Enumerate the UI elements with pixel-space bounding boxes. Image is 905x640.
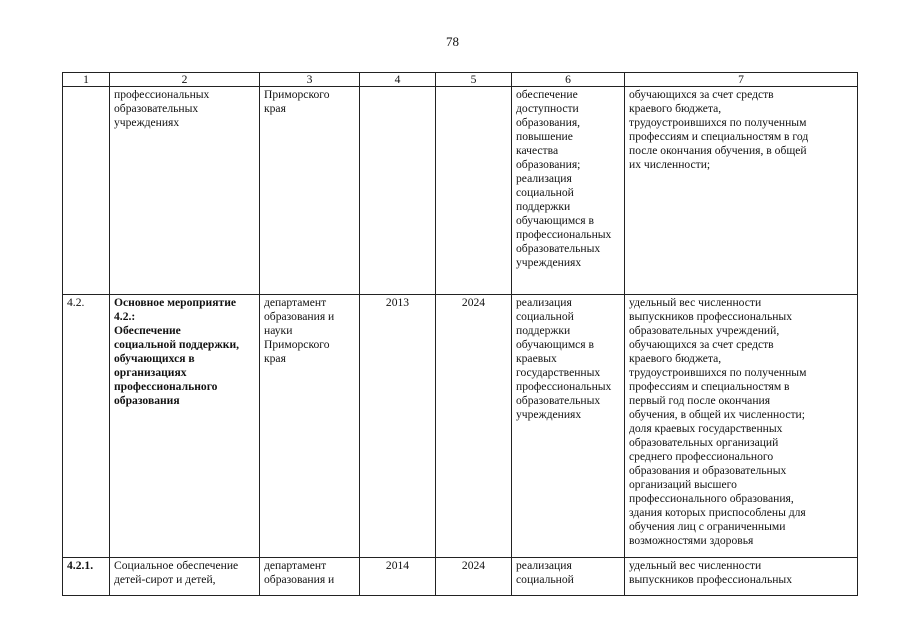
cell-line: обеспечение [516,88,578,101]
cell-line: выпускников профессиональных [629,573,793,586]
cell-line: трудоустроившихся по полученным [629,116,807,129]
cell-line: профессиям и специальностям в [629,380,790,393]
expected-result-cell [512,558,625,596]
table-row [63,558,858,596]
expected-result-cell [512,87,625,295]
cell-line: удельный вес численности [629,559,762,572]
cell-line: профессиональных [516,380,612,393]
end-year-cell [436,87,512,295]
cell-line: профессионального [114,380,218,393]
cell-line: качества [516,144,559,157]
cell-line: края [264,352,286,365]
measure-name-cell [110,558,260,596]
table-row [63,87,858,295]
row-number-cell [63,87,110,295]
cell-line: реализация [516,172,572,185]
end-year-cell: 2024 [436,295,512,558]
cell-line: департамент [264,559,327,572]
cell-line: организациях [114,366,187,379]
cell-line: учреждениях [516,408,582,421]
indicator-cell [625,558,858,596]
cell-line: образовательных [516,242,601,255]
cell-line: первый год после окончания [629,394,771,407]
cell-line: повышение [516,130,573,143]
cell-line: краевых [516,352,557,365]
cell-line: обучающимся в [516,338,595,351]
cell-line: 4.2.1. [67,559,94,572]
cell-line: реализация [516,296,572,309]
cell-line: образования и образовательных [629,464,787,477]
cell-line: образовательных [516,394,601,407]
header-row [63,73,858,87]
start-year-cell: 2013 [360,295,436,558]
header-cell-2: 2 [110,73,260,87]
header-cell-6: 6 [512,73,625,87]
cell-line: 4.2. [67,296,85,309]
cell-line: социальной [516,310,574,323]
cell-line: возможностями здоровья [629,534,754,547]
cell-line: образования и [264,310,335,323]
cell-line: поддержки [516,324,571,337]
cell-line: социальной [516,573,574,586]
cell-line: науки [264,324,293,337]
cell-line: Приморского [264,338,330,351]
cell-line: краевого бюджета, [629,352,722,365]
cell-line: образования; [516,158,581,171]
cell-line: доступности [516,102,579,115]
cell-line: Основное мероприятие [114,296,237,309]
cell-line: организаций высшего [629,478,737,491]
start-year-cell: 2014 [360,558,436,596]
header-cell-7: 7 [625,73,858,87]
cell-line: государственных [516,366,601,379]
indicator-cell [625,295,858,558]
cell-line: поддержки [516,200,571,213]
cell-line: образовательных [114,102,199,115]
cell-line: социальной [516,186,574,199]
cell-line: среднего профессионального [629,450,774,463]
indicator-cell [625,87,858,295]
cell-line: после окончания обучения, в общей [629,144,807,157]
cell-line: социальной поддержки, [114,338,240,351]
measure-name-cell [110,295,260,558]
cell-line: их численности; [629,158,711,171]
executor-cell [260,558,360,596]
table-row [63,295,858,558]
cell-line: департамент [264,296,327,309]
cell-line: образовательных учреждений, [629,324,780,337]
cell-line: обучающимся в [516,214,595,227]
cell-line: образования [114,394,180,407]
page-number: 78 [446,34,459,49]
cell-line: образования и [264,573,335,586]
end-year-cell: 2024 [436,558,512,596]
cell-line: обучения лиц с ограниченными [629,520,786,533]
program-table [62,72,858,596]
start-year-cell [360,87,436,295]
header-cell-3: 3 [260,73,360,87]
cell-line: края [264,102,286,115]
cell-line: Приморского [264,88,330,101]
cell-line: обучающихся в [114,352,195,365]
cell-line: профессионального образования, [629,492,794,505]
cell-line: учреждениях [114,116,180,129]
cell-line: удельный вес численности [629,296,762,309]
cell-line: трудоустроившихся по полученным [629,366,807,379]
cell-line: профессиональных [516,228,612,241]
cell-line: выпускников профессиональных [629,310,793,323]
expected-result-cell [512,295,625,558]
cell-line: обучающихся за счет средств [629,88,774,101]
cell-line: детей-сирот и детей, [114,573,216,586]
cell-line: учреждениях [516,256,582,269]
measure-name-cell [110,87,260,295]
cell-line: образования, [516,116,581,129]
cell-line: профессиональных [114,88,210,101]
cell-line: Обеспечение [114,324,181,337]
cell-line: образовательных организаций [629,436,779,449]
cell-line: обучения, в общей их численности; [629,408,805,421]
cell-line: Социальное обеспечение [114,559,239,572]
cell-line: доля краевых государственных [629,422,783,435]
cell-line: здания которых приспособлены для [629,506,806,519]
row-number-cell [63,558,110,596]
cell-line: краевого бюджета, [629,102,722,115]
cell-line: обучающихся за счет средств [629,338,774,351]
header-cell-1: 1 [63,73,110,87]
cell-line: 4.2.: [114,310,136,323]
cell-line: профессиям и специальностям в год [629,130,809,143]
row-number-cell [63,295,110,558]
header-cell-4: 4 [360,73,436,87]
executor-cell [260,295,360,558]
cell-line: реализация [516,559,572,572]
executor-cell [260,87,360,295]
header-cell-5: 5 [436,73,512,87]
